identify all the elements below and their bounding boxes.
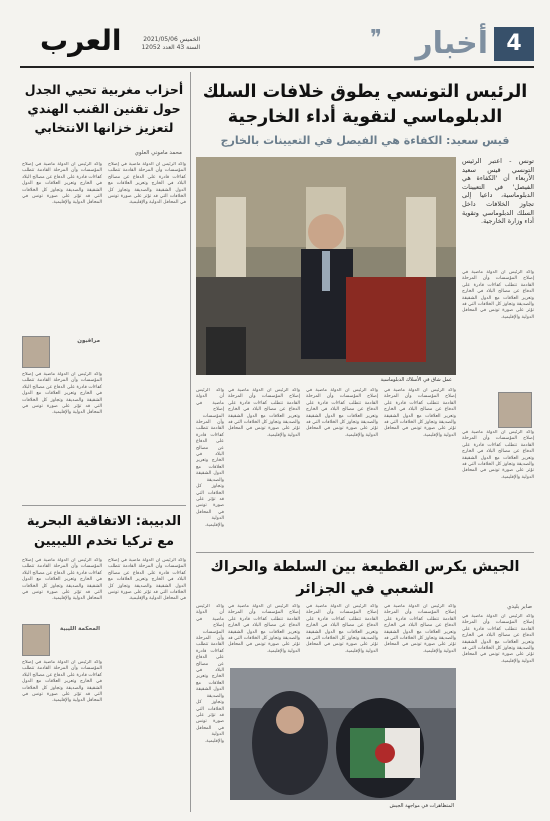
lead-body-col-6: وأكد الرئيس أن الدولة ماضية في إصلاح المؤسسات وأن المرحلة القادمة تتطلب كفاءات قادرة على الدفاع عن مصالح البلاد في الخارج وتعزيز العلاقات مع الدول الشقيقة والصديقة وتجاوز كل الخلافات التي قد تؤثر على صورة تونس في المحافل الدولية والإقليمية. [196,388,224,528]
lead-body-col-2: وأكد الرئيس أن الدولة ماضية في إصلاح المؤسسات وأن المرحلة القادمة تتطلب كفاءات قادرة على الدفاع عن مصالح البلاد في الخارج وتعزيز العلاقات مع الدول الشقيقة والصديقة وتجاوز كل الخلافات التي قد تؤثر على صورة تونس في المحافل الدولية والإقليمية. [462,430,534,480]
lead-photo [196,157,456,375]
lead-headline-line1: الرئيس التونسي يطوق خلافات السلك [202,82,528,102]
side-body-col-1: وأكد الرئيس أن الدولة ماضية في إصلاح المؤسسات وأن المرحلة القادمة تتطلب كفاءات قادرة على الدفاع عن مصالح البلاد في الخارج وتعزيز العلاقات مع الدول الشقيقة والصديقة وتجاوز كل الخلافات التي قد تؤثر على صورة تونس في المحافل الدولية والإقليمية. [108,162,186,206]
algeria-byline: صابر بليدي [507,604,532,610]
lead-subheadline: قيس سعيد: الكفاءة هي الفيصل في التعيينات بالخارج [220,134,510,147]
issue-line: السنة 43 العدد 12052 [141,44,200,51]
issue-date [120,36,200,52]
lead-intro: تونس - اعتبر الرئيس التونسي قيس سعيد الأربعاء أن 'الكفاءة هي الفيصل' في التعيينات الدبلوماسية، داعيا إلى تجاوز الخلافات داخل السلك الدبلوماسي وتقوية أداء وزارة الخارجية. [462,157,534,226]
side-quote-portrait [22,336,50,368]
algeria-body-col-4: وأكد الرئيس أن الدولة ماضية في إصلاح المؤسسات وأن المرحلة القادمة تتطلب كفاءات قادرة على الدفاع عن مصالح البلاد في الخارج وتعزيز العلاقات مع الدول الشقيقة والصديقة وتجاوز كل الخلافات التي قد تؤثر على صورة تونس في المحافل الدولية والإقليمية. [228,604,300,654]
algeria-headline [196,556,534,600]
lead-photo-caption: عمل شاق في الأسلاك الدبلوماسية [380,377,452,383]
algeria-headline-line2: الشعبي في الجزائر [296,581,434,597]
quote-mark-icon: ❞ [370,26,382,51]
side-body-col-2: وأكد الرئيس أن الدولة ماضية في إصلاح المؤسسات وأن المرحلة القادمة تتطلب كفاءات قادرة على الدفاع عن مصالح البلاد في الخارج وتعزيز العلاقات مع الدول الشقيقة والصديقة وتجاوز كل الخلافات التي قد تؤثر على صورة تونس في المحافل الدولية والإقليمية. [22,162,102,206]
libya-headline: الدبيبة: الاتفاقية البحرية مع تركيا تخدم الليبيين [26,514,182,549]
president-speaking-image [196,157,456,375]
side-body-col-3: وأكد الرئيس أن الدولة ماضية في إصلاح المؤسسات وأن المرحلة القادمة تتطلب كفاءات قادرة على الدفاع عن مصالح البلاد في الخارج وتعزيز العلاقات مع الدول الشقيقة والصديقة وتجاوز كل الخلافات التي قد تؤثر على صورة تونس في المحافل الدولية والإقليمية. [22,372,102,416]
algeria-rule [196,552,534,553]
side-headline: أحزاب مغربية تحيي الجدل حول تقنين القنب الهندي لتعزيز خزانها الانتخابي [24,82,184,135]
header-rule [20,66,534,68]
newspaper-logo: العرب [40,24,122,57]
author-portrait [498,392,532,428]
page-number-badge: 4 [494,27,534,61]
side-byline: محمد ماموني العلوي [134,150,182,156]
section-title: أخبار [415,26,488,61]
libya-body-col-1: وأكد الرئيس أن الدولة ماضية في إصلاح المؤسسات وأن المرحلة القادمة تتطلب كفاءات قادرة على الدفاع عن مصالح البلاد في الخارج وتعزيز العلاقات مع الدول الشقيقة والصديقة وتجاوز كل الخلافات التي قد تؤثر على صورة تونس في المحافل الدولية والإقليمية. [108,558,186,602]
algeria-photo [230,668,456,800]
date-line: الخميس 2021/05/06 [143,36,200,43]
algeria-body-col-2: وأكد الرئيس أن الدولة ماضية في إصلاح المؤسسات وأن المرحلة القادمة تتطلب كفاءات قادرة على الدفاع عن مصالح البلاد في الخارج وتعزيز العلاقات مع الدول الشقيقة والصديقة وتجاوز كل الخلافات التي قد تؤثر على صورة تونس في المحافل الدولية والإقليمية. [384,604,456,654]
libya-quote-portrait [22,624,50,656]
lead-body-col-4: وأكد الرئيس أن الدولة ماضية في إصلاح المؤسسات وأن المرحلة القادمة تتطلب كفاءات قادرة على الدفاع عن مصالح البلاد في الخارج وتعزيز العلاقات مع الدول الشقيقة والصديقة وتجاوز كل الخلافات التي قد تؤثر على صورة تونس في المحافل الدولية والإقليمية. [306,388,378,438]
column-divider [190,72,191,812]
libya-body-col-3: وأكد الرئيس أن الدولة ماضية في إصلاح المؤسسات وأن المرحلة القادمة تتطلب كفاءات قادرة على الدفاع عن مصالح البلاد في الخارج وتعزيز العلاقات مع الدول الشقيقة والصديقة وتجاوز كل الخلافات التي قد تؤثر على صورة تونس في المحافل الدولية والإقليمية. [22,660,102,704]
lead-body-col-3: وأكد الرئيس أن الدولة ماضية في إصلاح المؤسسات وأن المرحلة القادمة تتطلب كفاءات قادرة على الدفاع عن مصالح البلاد في الخارج وتعزيز العلاقات مع الدول الشقيقة والصديقة وتجاوز كل الخلافات التي قد تؤثر على صورة تونس في المحافل الدولية والإقليمية. [384,388,456,438]
libya-rule [22,505,186,506]
side-quote-label: مراقبون [77,338,100,344]
algeria-photo-caption: المتظاهرات في مواجهة الجيش [389,803,454,809]
lead-headline-line2: الدبلوماسي لتقوية أداء الخارجية [227,107,503,127]
algeria-headline-line1: الجيش يكرس القطيعة بين السلطة والحراك [210,559,520,575]
lead-body-col-5: وأكد الرئيس أن الدولة ماضية في إصلاح المؤسسات وأن المرحلة القادمة تتطلب كفاءات قادرة على الدفاع عن مصالح البلاد في الخارج وتعزيز العلاقات مع الدول الشقيقة والصديقة وتجاوز كل الخلافات التي قد تؤثر على صورة تونس في المحافل الدولية والإقليمية. [228,388,300,438]
libya-quote-label: المحكمة الليبية [59,626,100,632]
algeria-body-col-1: وأكد الرئيس أن الدولة ماضية في إصلاح المؤسسات وأن المرحلة القادمة تتطلب كفاءات قادرة على الدفاع عن مصالح البلاد في الخارج وتعزيز العلاقات مع الدول الشقيقة والصديقة وتجاوز كل الخلافات التي قد تؤثر على صورة تونس في المحافل الدولية والإقليمية. [462,614,534,664]
algeria-body-col-5: وأكد الرئيس أن الدولة ماضية في إصلاح المؤسسات وأن المرحلة القادمة تتطلب كفاءات قادرة على الدفاع عن مصالح البلاد في الخارج وتعزيز العلاقات مع الدول الشقيقة والصديقة وتجاوز كل الخلافات التي قد تؤثر على صورة تونس في المحافل الدولية والإقليمية. [196,604,224,744]
algeria-body-col-3: وأكد الرئيس أن الدولة ماضية في إصلاح المؤسسات وأن المرحلة القادمة تتطلب كفاءات قادرة على الدفاع عن مصالح البلاد في الخارج وتعزيز العلاقات مع الدول الشقيقة والصديقة وتجاوز كل الخلافات التي قد تؤثر على صورة تونس في المحافل الدولية والإقليمية. [306,604,378,654]
libya-body-col-2: وأكد الرئيس أن الدولة ماضية في إصلاح المؤسسات وأن المرحلة القادمة تتطلب كفاءات قادرة على الدفاع عن مصالح البلاد في الخارج وتعزيز العلاقات مع الدول الشقيقة والصديقة وتجاوز كل الخلافات التي قد تؤثر على صورة تونس في المحافل الدولية والإقليمية. [22,558,102,602]
lead-headline [196,80,534,130]
lead-body-col-1: وأكد الرئيس أن الدولة ماضية في إصلاح المؤسسات وأن المرحلة القادمة تتطلب كفاءات قادرة على الدفاع عن مصالح البلاد في الخارج وتعزيز العلاقات مع الدول الشقيقة والصديقة وتجاوز كل الخلافات التي قد تؤثر على صورة تونس في المحافل الدولية والإقليمية. [462,270,534,320]
protesters-image [230,668,456,800]
